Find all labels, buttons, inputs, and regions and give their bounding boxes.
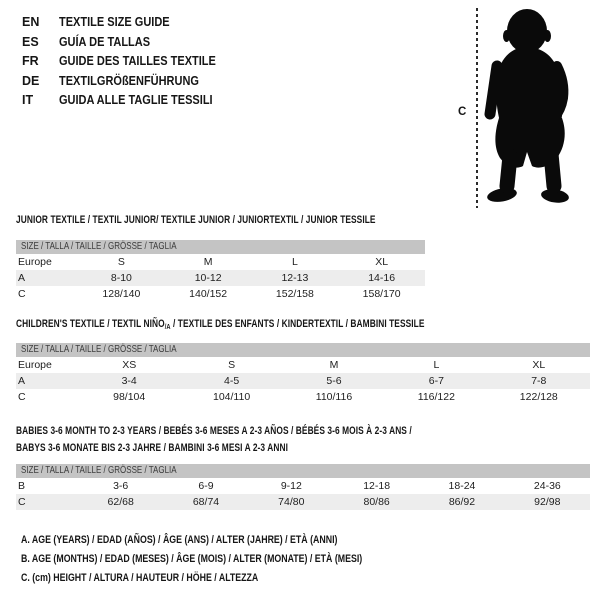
size-header-bar [16,464,590,478]
babies-section-title [16,423,412,456]
table-cell: 9-12 [280,480,302,492]
toddler-silhouette-image [483,6,589,206]
column-header: S [117,256,125,268]
language-row-de [22,72,237,92]
language-row-it [22,91,237,111]
babies-size-table [16,464,590,510]
table-row [16,254,425,270]
table-cell: 24-36 [533,480,561,492]
row-label: A [18,272,26,284]
language-code: IT [22,93,34,107]
row-label: Europe [18,359,52,371]
children-title-text: CHILDREN'S TEXTILE / TEXTIL NIÑO [16,318,165,330]
row-label: C [18,391,26,403]
row-label: Europe [18,256,52,268]
column-header: M [329,359,339,371]
table-cell: 3-4 [121,375,137,387]
row-label: C [18,288,26,300]
children-section-title [16,318,425,331]
table-cell: 18-24 [448,480,476,492]
legend-line-a: A. AGE (YEARS) / EDAD (AÑOS) / ÂGE (ANS) / ALTER (JAHRE) / ETÀ (ANNI) [21,534,338,546]
table-cell: 92/98 [534,496,561,508]
babies-table-grid [16,478,590,510]
language-row-es [22,33,237,53]
size-header-bar [16,240,425,254]
height-measure-dotted-line [476,8,478,208]
table-cell: 8-10 [110,272,132,284]
table-cell: 14-16 [368,272,396,284]
table-cell: 4-5 [223,375,240,387]
table-cell: 68/74 [192,496,220,508]
measurement-legend [21,531,448,588]
language-title: GUIDA ALLE TAGLIE TESSILI [59,93,213,107]
row-label: B [18,480,26,492]
babies-title-line2: BABYS 3-6 MONATE BIS 2-3 JAHRE / BAMBINI 3-6 MESI A 2-3 ANNI [16,441,288,454]
table-cell: 10-12 [194,272,222,284]
table-cell: 128/140 [102,288,141,300]
children-table-grid [16,357,590,405]
table-row [16,494,590,510]
table-cell: 5-6 [326,375,342,387]
language-title: TEXTILGRÖßENFÜHRUNG [59,73,199,88]
table-cell: 140/152 [189,288,228,300]
language-row-fr [22,52,237,72]
column-header: L [433,359,440,371]
table-cell: 116/122 [417,391,455,403]
table-row [16,286,425,302]
table-cell: 7-8 [531,375,547,387]
table-cell: 12-13 [281,272,309,284]
children-title-subscript: /A [164,322,171,331]
children-size-table [16,343,590,405]
row-label: A [18,375,26,387]
table-cell: 6-7 [428,375,444,387]
language-code: FR [22,54,39,68]
junior-table-grid [16,254,425,302]
junior-size-table [16,240,425,302]
legend-line-c: C. (cm) HEIGHT / ALTURA / HAUTEUR / HÖHE / ALTEZZA [21,572,259,584]
table-cell: 6-9 [198,480,214,492]
column-header: M [203,256,213,268]
language-row-en [22,13,237,33]
language-code: DE [22,73,40,88]
height-label-c: C [458,106,467,118]
table-row [16,270,425,286]
table-cell: 80/86 [363,496,390,508]
table-cell: 110/116 [315,391,353,403]
table-row [16,373,590,389]
row-label: C [18,496,26,508]
language-title: GUIDE DES TAILLES TEXTILE [59,54,216,68]
table-cell: 158/170 [362,288,401,300]
language-list [22,13,237,111]
table-cell: 3-6 [113,480,129,492]
table-row [16,357,590,373]
size-header-bar [16,343,590,357]
language-code: ES [22,34,39,49]
column-header: XS [122,359,137,371]
table-cell: 98/104 [113,391,146,403]
junior-section-title: JUNIOR TEXTILE / TEXTIL JUNIOR/ TEXTILE JUNIOR / JUNIORTEXTIL / JUNIOR TESSILE [16,214,376,226]
column-header: XL [532,359,546,371]
size-header-text: SIZE / TALLA / TAILLE / GRÖSSE / TAGLIA [21,241,177,252]
language-code: EN [22,15,40,29]
table-cell: 74/80 [278,496,305,508]
size-header-text: SIZE / TALLA / TAILLE / GRÖSSE / TAGLIA [21,465,177,476]
column-header: S [228,359,236,371]
table-cell: 12-18 [363,480,391,492]
legend-line-b: B. AGE (MONTHS) / EDAD (MESES) / ÂGE (MOIS) / ALTER (MONATE) / ETÀ (MESI) [21,553,363,565]
language-title: GUÍA DE TALLAS [59,34,151,49]
column-header: L [291,256,298,268]
table-row [16,389,590,405]
table-cell: 86/92 [448,496,476,508]
table-cell: 104/110 [212,391,251,403]
column-header: XL [375,256,389,268]
babies-title-line1: BABIES 3-6 MONTH TO 2-3 YEARS / BEBÉS 3-6 MESES A 2-3 AÑOS / BÉBÉS 3-6 MOIS À 2-3 ANS / [16,425,412,437]
table-row [16,478,590,494]
language-title: TEXTILE SIZE GUIDE [59,15,170,29]
table-cell: 122/128 [519,391,558,403]
size-header-text: SIZE / TALLA / TAILLE / GRÖSSE / TAGLIA [21,344,177,355]
table-cell: 62/68 [107,496,134,508]
table-cell: 152/158 [275,288,314,300]
children-title-text: / TEXTILE DES ENFANTS / KINDERTEXTIL / BAMBINI TESSILE [170,318,425,330]
